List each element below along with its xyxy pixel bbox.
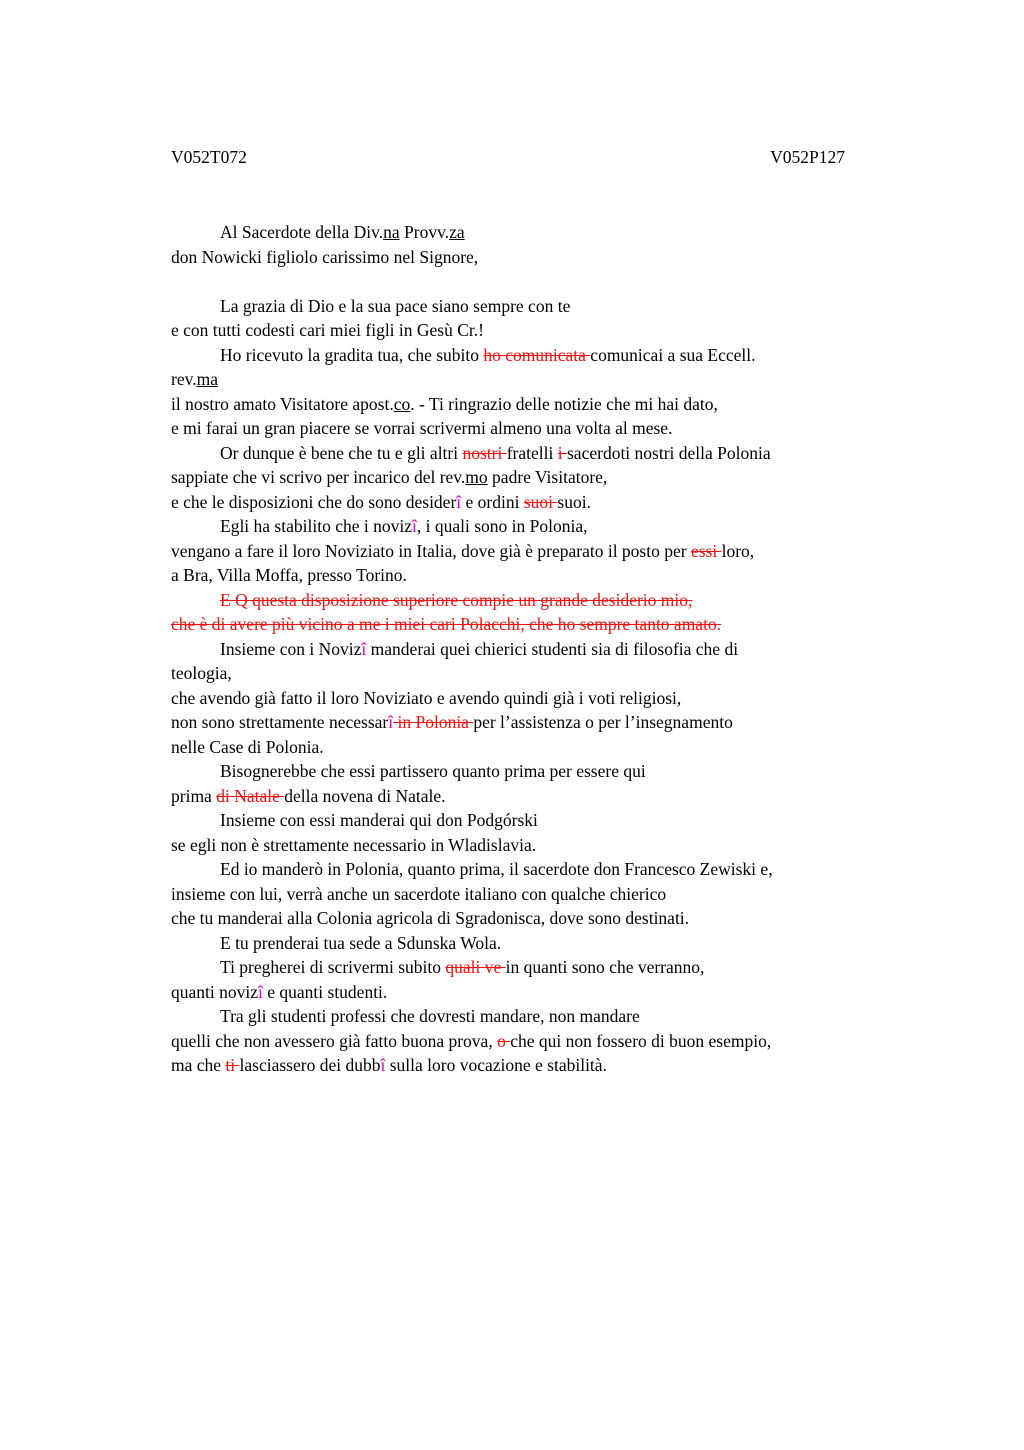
diacritic-mark: î — [258, 981, 263, 1002]
text-line: Ti pregherei di scrivermi subito quali ve in quanti sono che verranno, — [220, 957, 705, 977]
deleted-line: E Q questa disposizione superiore compie un grande desiderio mio, — [220, 589, 693, 610]
deleted-line: che è di avere più vicino a me i miei cari Polacchi, che ho sempre tanto amato. — [171, 614, 722, 634]
text-line: Insieme con essi manderai qui don Podgórski — [220, 810, 538, 830]
text-line: nelle Case di Polonia. — [171, 736, 324, 757]
text-line: quanti novizî e quanti studenti. — [171, 981, 388, 1002]
text-line: quelli che non avessero già fatto buona prova, o che qui non fossero di buon esempio, — [171, 1030, 772, 1051]
text-line: che avendo già fatto il loro Noviziato e avendo quindi già i voti religiosi, — [171, 687, 682, 708]
text-line: vengano a fare il loro Noviziato in Italia, dove già è preparato il posto per essi loro, — [171, 540, 755, 561]
text-line: Ho ricevuto la gradita tua, che subito ho comunicata comunicai a sua Eccell. — [220, 344, 756, 365]
deleted-text: quali ve — [445, 957, 506, 977]
deleted-text: i — [557, 442, 567, 463]
text-line: se egli non è strettamente necessario in Wladislavia. — [171, 834, 537, 855]
text-line: non sono strettamente necessarî in Polonia per l’assistenza o per l’insegnamento — [171, 712, 733, 732]
volume-page-code: V052P127 — [770, 147, 845, 167]
text-line: il nostro amato Visitatore apost.co. - Ti ringrazio delle notizie che mi hai dato, — [171, 393, 718, 414]
deleted-text: in Polonia — [393, 712, 474, 732]
text-line: sappiate che vi scrivo per incarico del rev.mo padre Visitatore, — [171, 467, 608, 487]
diacritic-mark: î — [411, 516, 417, 536]
addressee-line: don Nowicki figliolo carissimo nel Signore, — [171, 246, 479, 267]
diacritic-mark: î — [361, 638, 367, 659]
text-line: rev.ma — [171, 369, 218, 389]
diacritic-mark: î — [456, 491, 462, 512]
text-line: Or dunque è bene che tu e gli altri nostri fratelli i sacerdoti nostri della Polonia — [220, 442, 771, 463]
deleted-text: essi — [690, 540, 722, 561]
text-line: Tra gli studenti professi che dovresti mandare, non mandare — [220, 1006, 640, 1026]
text-line: Ed io manderò in Polonia, quanto prima, il sacerdote don Francesco Zewiski e, — [220, 859, 773, 879]
deleted-text: ho comunicata — [483, 344, 591, 365]
text-line: insieme con lui, verrà anche un sacerdote italiano con qualche chierico — [171, 883, 667, 904]
text-line: Insieme con i Novizî manderai quei chierici studenti sia di filosofia che di — [220, 638, 739, 659]
text-line: La grazia di Dio e la sua pace siano sempre con te — [220, 295, 571, 316]
text-line: Egli ha stabilito che i novizî, i quali sono in Polonia, — [220, 516, 588, 536]
letter-body — [171, 220, 891, 1078]
text-line: e con tutti codesti cari miei figli in Gesù Cr.! — [171, 320, 484, 340]
deleted-text: o — [497, 1030, 511, 1051]
deleted-text: nostri — [462, 442, 507, 463]
paragraph-gap — [171, 269, 891, 294]
text-line: e mi farai un gran piacere se vorrai scrivermi almeno una volta al mese. — [171, 418, 673, 438]
volume-text-code: V052T072 — [171, 147, 247, 167]
diacritic-mark: î — [388, 712, 394, 732]
text-line: teologia, — [171, 663, 232, 683]
text-line: a Bra, Villa Moffa, presso Torino. — [171, 565, 407, 585]
deleted-text: ti — [225, 1055, 240, 1075]
deleted-text: suoi — [523, 491, 558, 512]
deleted-text: di Natale — [216, 785, 285, 806]
text-line: e che le disposizioni che do sono desiderî e ordini suoi suoi. — [171, 491, 591, 512]
text-line: ma che ti lasciassero dei dubbî sulla loro vocazione e stabilità. — [171, 1055, 607, 1075]
text-line: E tu prenderai tua sede a Sdunska Wola. — [220, 932, 502, 953]
diacritic-mark: î — [380, 1055, 386, 1075]
text-line: Bisognerebbe che essi partissero quanto prima per essere qui — [220, 761, 646, 781]
text-line: prima di Natale della novena di Natale. — [171, 785, 446, 806]
salutation-line: Al Sacerdote della Div.na Provv.za — [220, 222, 465, 242]
text-line: che tu manderai alla Colonia agricola di Sgradonisca, dove sono destinati. — [171, 908, 690, 928]
